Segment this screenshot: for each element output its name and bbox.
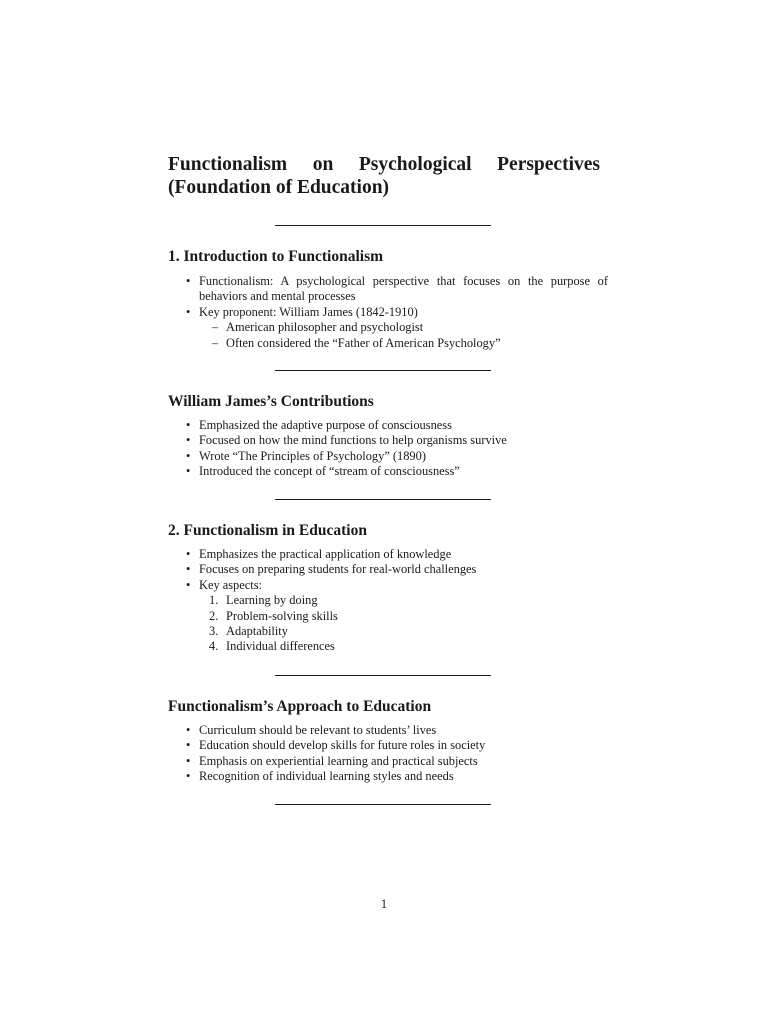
list-item	[168, 305, 608, 351]
list-item	[168, 738, 608, 753]
list-item	[168, 449, 608, 464]
bullet-icon: •	[186, 738, 191, 753]
list-number: 4.	[209, 639, 219, 654]
bullet-list	[168, 723, 608, 785]
list-item-text: Emphasizes the practical application of knowledge	[199, 547, 452, 561]
sub-list-item-text: Often considered the “Father of American Psychology”	[226, 335, 501, 350]
list-item	[168, 723, 608, 738]
horizontal-rule	[275, 499, 491, 500]
list-item	[168, 562, 608, 577]
list-item-text: Focused on how the mind functions to help organisms survive	[199, 433, 507, 448]
dash-icon: –	[212, 320, 219, 335]
bullet-icon: •	[186, 448, 191, 463]
list-item-text: Education should develop skills for future roles in society	[199, 738, 486, 753]
section-heading: 1. Introduction to Functionalism	[168, 248, 384, 265]
page-title	[168, 153, 600, 199]
page-number: 1	[380, 897, 388, 911]
section-heading: Functionalism’s Approach to Education	[168, 698, 432, 715]
horizontal-rule	[275, 370, 491, 371]
bullet-icon: •	[186, 304, 191, 319]
bullet-list	[168, 418, 608, 480]
list-item	[168, 433, 608, 448]
section-heading: William James’s Contributions	[168, 393, 374, 410]
list-item	[168, 754, 608, 769]
numbered-list-item	[199, 593, 608, 608]
bullet-icon: •	[186, 577, 191, 592]
sub-list-item-text: American philosopher and psychologist	[226, 320, 424, 335]
list-item-text: Key proponent: William James (1842-1910)	[199, 304, 418, 319]
numbered-list	[199, 593, 608, 655]
bullet-list	[168, 274, 608, 351]
list-item-text: Emphasized the adaptive purpose of consciousness	[199, 418, 452, 432]
horizontal-rule	[275, 675, 491, 676]
list-item	[168, 274, 608, 305]
title-line-2: (Foundation of Education)	[168, 177, 390, 198]
bullet-icon: •	[186, 547, 191, 561]
list-number: 1.	[209, 593, 219, 608]
bullet-icon: •	[186, 723, 191, 737]
bullet-icon: •	[186, 464, 191, 479]
numbered-item-text: Learning by doing	[226, 593, 318, 608]
list-item-text: Emphasis on experiential learning and practical subjects	[199, 753, 478, 768]
list-number: 3.	[209, 624, 219, 639]
numbered-list-item	[199, 609, 608, 624]
numbered-item-text: Adaptability	[226, 624, 288, 639]
list-item-text: Curriculum should be relevant to students’ lives	[199, 723, 437, 737]
list-item	[168, 547, 608, 562]
horizontal-rule	[275, 804, 491, 805]
list-item	[168, 578, 608, 655]
list-item	[168, 464, 608, 479]
list-item-text: Key aspects:	[199, 577, 262, 592]
bullet-list	[168, 547, 608, 655]
bullet-icon: •	[186, 274, 191, 288]
bullet-icon: •	[186, 769, 191, 784]
numbered-list-item	[199, 639, 608, 654]
bullet-icon: •	[186, 753, 191, 768]
numbered-item-text: Problem-solving skills	[226, 608, 338, 623]
bullet-icon: •	[186, 562, 191, 577]
list-item-text: Introduced the concept of “stream of consciousness”	[199, 464, 460, 479]
list-item-text: Functionalism: A psychological perspective that focuses on the purpose of behaviors and mental processes	[199, 274, 608, 304]
sub-list-item	[199, 320, 608, 335]
list-item	[168, 418, 608, 433]
list-item	[168, 769, 608, 784]
list-item-text: Recognition of individual learning styles and needs	[199, 769, 454, 784]
list-item-text: Focuses on preparing students for real-world challenges	[199, 562, 477, 577]
bullet-icon: •	[186, 418, 191, 432]
list-number: 2.	[209, 608, 219, 623]
horizontal-rule	[275, 225, 491, 226]
bullet-icon: •	[186, 433, 191, 448]
title-line-1: Functionalism on Psychological Perspectives	[168, 154, 600, 175]
numbered-list-item	[199, 624, 608, 639]
sub-list-item	[199, 336, 608, 351]
section-heading: 2. Functionalism in Education	[168, 522, 367, 539]
sub-list	[199, 320, 608, 351]
dash-icon: –	[212, 335, 219, 350]
list-item-text: Wrote “The Principles of Psychology” (1890)	[199, 448, 426, 463]
numbered-item-text: Individual differences	[226, 639, 335, 654]
